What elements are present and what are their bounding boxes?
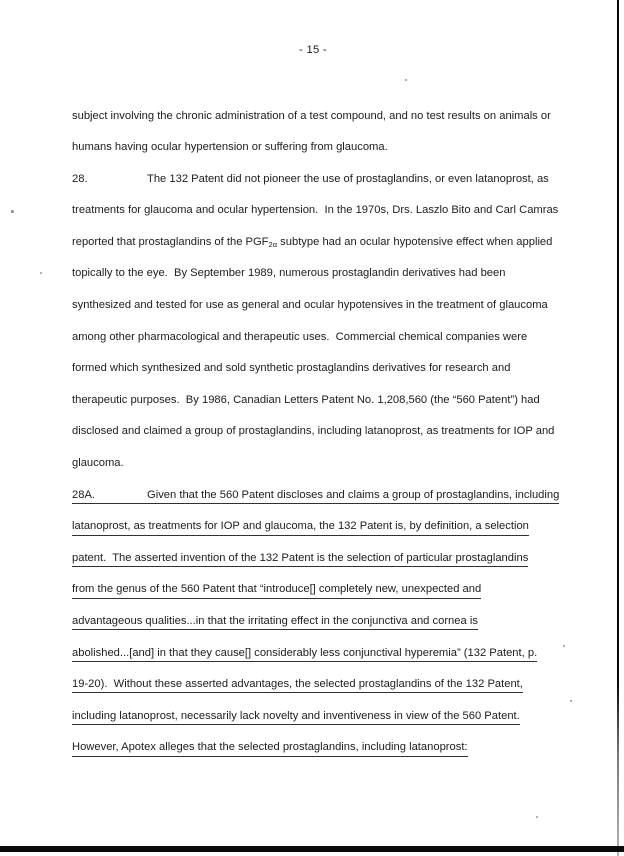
scan-speck — [536, 816, 538, 818]
text-line — [72, 583, 554, 596]
scan-edge-line — [617, 0, 619, 856]
paragraph-28 — [72, 172, 559, 470]
underlined-segment: abolished...[and] in that they cause[] considerably less conjunctival hyperemia” (132 Patent, p. — [72, 647, 537, 662]
text-segment: The 132 Patent did not pioneer the use of prostaglandins, or even latanoprost, as — [147, 172, 549, 185]
text-line — [72, 488, 560, 502]
text-line: disclosed and claimed a group of prostaglandins, including latanoprost, as treatments for IOP and — [72, 425, 555, 438]
text-line — [72, 552, 554, 565]
underlined-segment: 19-20). Without these asserted advantages, the selected prostaglandins of the 132 Patent, — [72, 678, 523, 693]
text-line — [72, 236, 554, 249]
scan-speck — [40, 272, 42, 274]
text-line: therapeutic purposes. By 1986, Canadian Letters Patent No. 1,208,560 (the “560 Patent”) had — [72, 393, 540, 406]
underlined-segment: including latanoprost, necessarily lack novelty and inventiveness in view of the 560 Patent. — [72, 710, 520, 725]
text-line: among other pharmacological and therapeutic uses. Commercial chemical companies were — [72, 330, 528, 343]
text-segment: subtype had an ocular hypotensive effect when applied — [277, 235, 553, 248]
paragraph-28a — [72, 488, 560, 754]
text-line: treatments for glaucoma and ocular hypertension. In the 1970s, Drs. Laszlo Bito and Carl Camras — [72, 204, 559, 217]
text-line: glaucoma. — [72, 457, 124, 470]
paragraph-number: 28A. — [72, 488, 96, 501]
text-segment: Given that the 560 Patent discloses and claims a group of prostaglandins, including — [147, 488, 560, 501]
text-line: topically to the eye. By September 1989, numerous prostaglandin derivatives had been — [72, 267, 506, 280]
text-line — [72, 520, 554, 533]
text-line — [72, 173, 554, 186]
underlined-segment: patent. The asserted invention of the 132 Patent is the selection of particular prostaglandins — [72, 552, 528, 567]
text-line: humans having ocular hypertension or suffering from glaucoma. — [72, 141, 388, 154]
paragraph-number: 28. — [72, 172, 88, 185]
text-line: subject involving the chronic administration of a test compound, and no test results on animals or — [72, 109, 551, 122]
underlined-segment: However, Apotex alleges that the selected prostaglandins, including latanoprost: — [72, 741, 468, 756]
chemical-subscript: 2α — [268, 239, 278, 249]
scan-bottom-bar — [0, 846, 624, 852]
underlined-segment: advantageous qualities...in that the irritating effect in the conjunctiva and cornea is — [72, 615, 478, 630]
page-number: - 15 - — [299, 44, 327, 56]
text-line — [72, 647, 554, 660]
scan-speck — [563, 645, 565, 647]
text-line — [72, 741, 554, 754]
text-line — [72, 678, 554, 691]
scan-speck — [11, 210, 14, 213]
text-line: synthesized and tested for use as general and ocular hypotensives in the treatment of glaucoma — [72, 299, 548, 312]
underlined-segment: from the genus of the 560 Patent that “introduce[] completely new, unexpected and — [72, 583, 481, 598]
text-line: formed which synthesized and sold synthetic prostaglandins derivatives for research and — [72, 362, 511, 375]
scan-speck — [570, 700, 572, 702]
text-line — [72, 710, 554, 723]
scan-speck — [405, 79, 407, 81]
paragraph-intro — [72, 110, 554, 154]
text-segment: reported that prostaglandins of the PGF — [72, 235, 269, 248]
text-line — [72, 615, 554, 628]
underlined-segment: latanoprost, as treatments for IOP and glaucoma, the 132 Patent is, by definition, a selection — [72, 520, 529, 535]
underlined-segment — [72, 489, 559, 504]
